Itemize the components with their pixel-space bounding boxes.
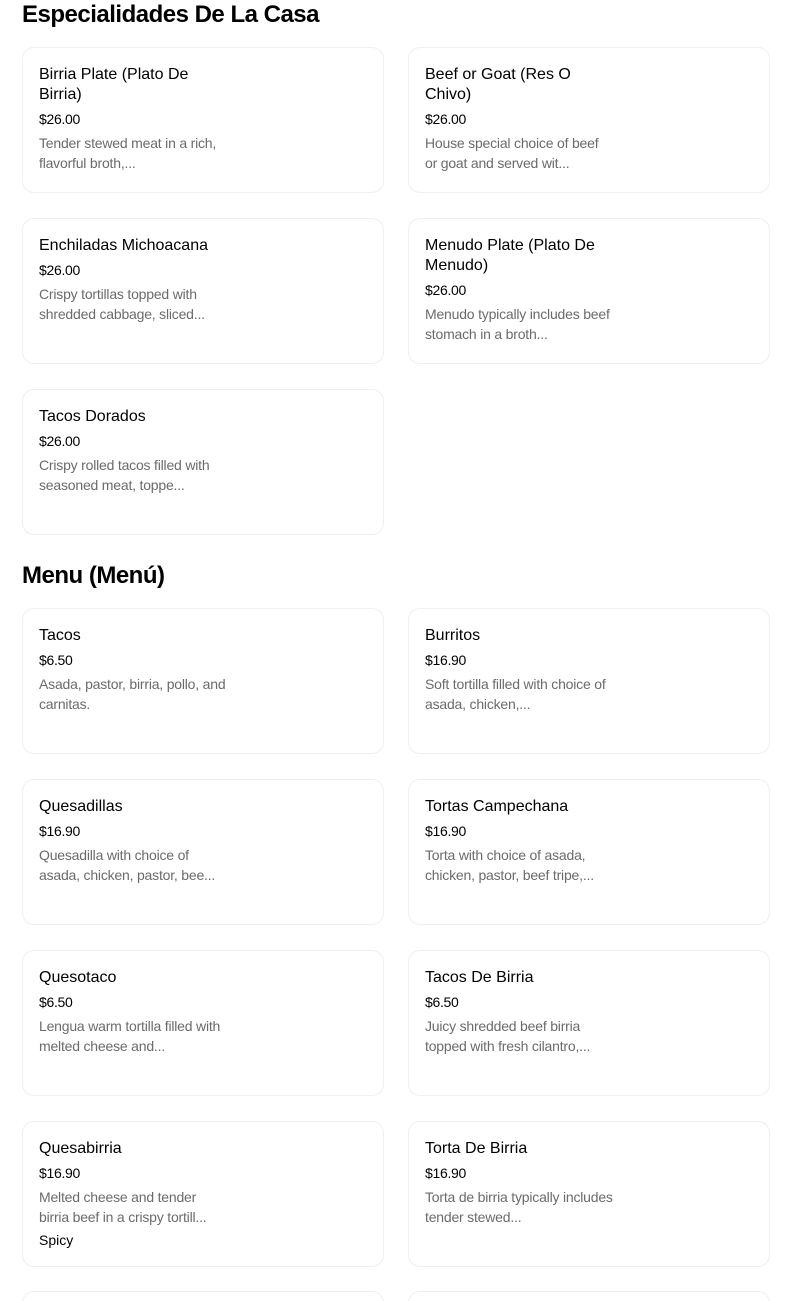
card-text: [39, 65, 227, 173]
item-price: $26.00: [39, 111, 81, 127]
item-name: Quesabirria: [39, 1140, 122, 1157]
menu-item-card[interactable]: [22, 950, 384, 1096]
item-description: Quesadilla with choice of asada, chicken, pastor, bee...: [39, 847, 216, 883]
item-price: $26.00: [39, 262, 81, 278]
section-title-especialidades: Especialidades De La Casa: [22, 1, 319, 28]
especialidades-grid: [22, 47, 771, 535]
menu-item-card[interactable]: [408, 779, 770, 925]
item-price: $26.00: [425, 282, 467, 298]
item-description: Menudo typically includes beef stomach in a broth...: [425, 306, 610, 342]
item-name: Quesotaco: [39, 969, 117, 986]
menu-item-card-partial[interactable]: [22, 1291, 384, 1301]
item-price: $16.90: [39, 823, 81, 839]
item-price: $6.50: [39, 652, 73, 668]
item-price: $16.90: [425, 1165, 467, 1181]
item-price: $26.00: [39, 433, 81, 449]
section-title-menu: Menu (Menú): [22, 562, 165, 589]
item-name: Tacos Dorados: [39, 408, 146, 425]
item-name: Quesadillas: [39, 798, 123, 815]
item-description: Asada, pastor, birria, pollo, and carnitas.: [39, 676, 226, 712]
menu-item-card[interactable]: [408, 608, 770, 754]
item-name: Tortas Campechana: [425, 798, 569, 815]
menu-item-card[interactable]: [22, 608, 384, 754]
item-price: $6.50: [425, 994, 459, 1010]
item-description: Lengua warm tortilla filled with melted cheese and...: [39, 1018, 221, 1054]
item-description: Juicy shredded beef birria topped with fresh cilantro,...: [425, 1018, 591, 1054]
menu-item-card[interactable]: [408, 950, 770, 1096]
item-name: Enchiladas Michoacana: [39, 237, 208, 254]
card-text: [39, 968, 227, 1056]
card-text: [425, 1139, 613, 1227]
item-price: $16.90: [425, 652, 467, 668]
item-price: $16.90: [39, 1165, 81, 1181]
card-text: [425, 65, 613, 173]
item-name: Menudo Plate (Plato De Menudo): [425, 237, 595, 274]
item-name: Beef or Goat (Res O Chivo): [425, 66, 571, 103]
card-text: [425, 626, 613, 714]
item-name: Torta De Birria: [425, 1140, 528, 1157]
menu-grid: [22, 608, 771, 1267]
menu-item-card-partial[interactable]: [408, 1291, 770, 1301]
menu-item-card[interactable]: [408, 218, 770, 364]
card-text: [39, 236, 227, 324]
menu-item-card[interactable]: [22, 779, 384, 925]
item-description: Melted cheese and tender birria beef in a crispy tortill...: [39, 1189, 207, 1225]
menu-item-card[interactable]: [22, 47, 384, 193]
spicy-tag: Spicy: [39, 1232, 74, 1248]
card-text: [39, 407, 227, 495]
item-price: $26.00: [425, 111, 467, 127]
item-description: Torta with choice of asada, chicken, pastor, beef tripe,...: [425, 847, 594, 883]
card-text: [425, 236, 613, 344]
card-text: [425, 797, 613, 885]
item-price: $6.50: [39, 994, 73, 1010]
menu-item-card[interactable]: [408, 1121, 770, 1267]
card-text: [39, 1139, 227, 1249]
item-description: Tender stewed meat in a rich, flavorful broth,...: [39, 135, 217, 171]
menu-item-card[interactable]: [408, 47, 770, 193]
item-description: Soft tortilla filled with choice of asada, chicken,...: [425, 676, 606, 712]
item-name: Birria Plate (Plato De Birria): [39, 66, 189, 103]
item-name: Tacos De Birria: [425, 969, 534, 986]
item-name: Tacos: [39, 627, 81, 644]
card-text: [39, 797, 227, 885]
item-description: Crispy tortillas topped with shredded cabbage, sliced...: [39, 286, 205, 322]
card-text: [425, 968, 613, 1056]
item-price: $16.90: [425, 823, 467, 839]
menu-item-card[interactable]: [22, 389, 384, 535]
item-description: Crispy rolled tacos filled with seasoned meat, toppe...: [39, 457, 210, 493]
menu-item-card[interactable]: [22, 218, 384, 364]
partial-card-row: [22, 1291, 770, 1301]
card-text: [39, 626, 227, 714]
item-name: Burritos: [425, 627, 481, 644]
item-description: House special choice of beef or goat and served wit...: [425, 135, 599, 171]
item-description: Torta de birria typically includes tender stewed...: [425, 1189, 613, 1225]
menu-item-card[interactable]: [22, 1121, 384, 1267]
